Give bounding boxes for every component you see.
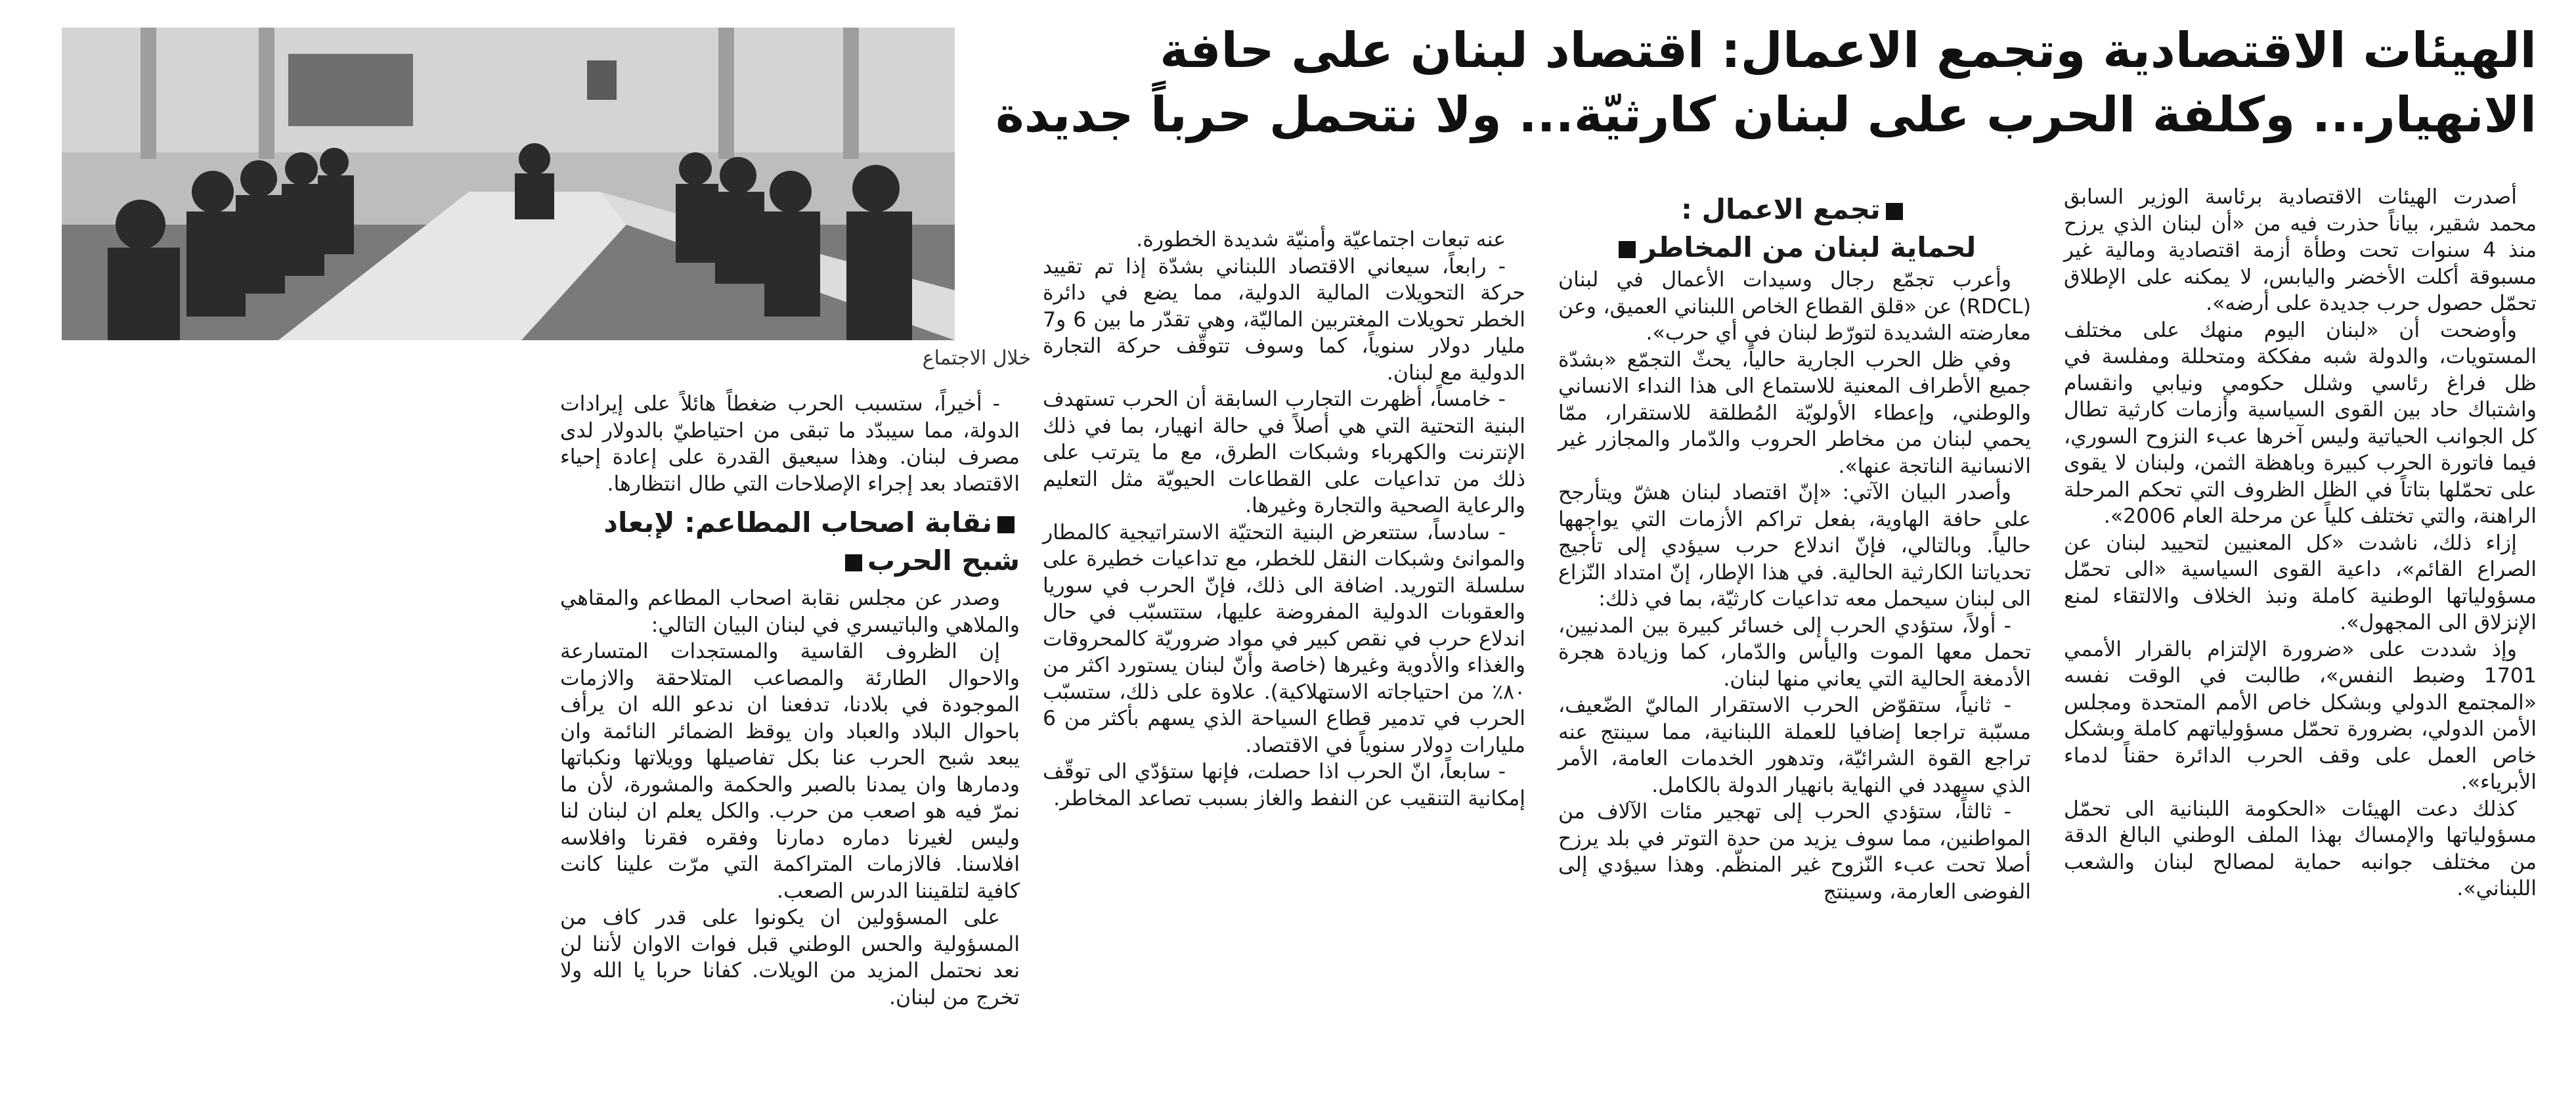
section-heading [560, 504, 1020, 580]
column-1 [2064, 184, 2537, 902]
col1-paragraph: إزاء ذلك، ناشدت «كل المعنيين لتحييد لبنان عن الصراع القائم»، داعية القوى السياسية «الى تحمّل مسؤولياتها الوطنية كاملة ونبذ الخلاف والالتقاء لمنع الإنزلاق الى المجهول». [2064, 531, 2537, 634]
col3-paragraph: عنه تبعات اجتماعيّة وأمنيّة شديدة الخطورة. [1136, 228, 1506, 252]
article-headline [948, 18, 2537, 147]
headline-line-2: الانهيار... وكلفة الحرب على لبنان كارثيّة... ولا نتحمل حرباً جديدة [995, 87, 2537, 143]
col2-paragraph: وأصدر البيان الآتي: «إنّ اقتصاد لبنان هشّ ويتأرجح على حافة الهاوية، بفعل تراكم الأزمات التي يواجهها حالياً. وبالتالي، فإنّ اندلاع حرب سيؤدي إلى تأجيج تحدياتنا الكارثية الحالية. في هذا الإطار، إنّ امتداد النّزاع الى لبنان سيحمل معه تداعيات كارثيّة، بما في ذلك: [1558, 481, 2031, 611]
col1-paragraph: أصدرت الهيئات الاقتصادية برئاسة الوزير السابق محمد شقير، بياناً حذرت فيه من «أن لبنان الذي يرزح منذ 4 سنوات تحت وطأة أزمة اقتصادية ومالية غير مسبوقة أكلت الأخضر واليابس، لا يمكنه على الإطلاق تحمّل حصول حرب جديدة على أرضه». [2064, 185, 2537, 315]
col3-paragraph: - سادساً، ستتعرض البنية التحتيّة الاستراتيجية كالمطار والموانئ وشبكات النقل للخطر، مع تداعيات خطيرة على سلسلة التوريد. اضافة الى ذلك، فإنّ الحرب في سوريا والعقوبات الدولية المفروضة عليها، ستتسبّب في حال اندلاع حرب في نقص كبير في مواد ضروريّة كالمحروقات والغذاء والأدوية وغيرها (خاصة وأنّ لبنان يستورد اكثر من ٨٠٪ من احتياجاته الاستهلاكية). علاوة على ذلك، ستسبّب الحرب في تدمير قطاع السياحة الذي يسهم بأكثر من 6 مليارات دولار سنوياً في الاقتصاد. [1043, 520, 1525, 757]
col3-paragraph: - سابعاً، انّ الحرب اذا حصلت، فإنها ستؤدّي الى توقّف إمكانية التنقيب عن النفط والغاز بسبب تصاعد المخاطر. [1043, 760, 1525, 810]
square-bullet-icon [1619, 241, 1636, 258]
col3-paragraph: - خامساً، أظهرت التجارب السابقة أن الحرب تستهدف البنية التحتية التي هي أصلاً في حالة انهيار، بما في ذلك الإنترنت والكهرباء وشبكات الطرق، مع ما يترتب على ذلك من تداعيات على القطاعات الحيويّة مثل التعليم والرعاية الصحية والتجارة وغيرها. [1043, 387, 1525, 518]
col2-paragraph: - ثالثاً، ستؤدي الحرب إلى تهجير مئات الآلاف من المواطنين، مما سوف يزيد من حدة التوتر في بلد يرزح أصلا تحت عبء النّزوح غير المنظّم. وهذا سيؤدي إلى الفوضى العارمة، وسينتج [1558, 800, 2031, 904]
square-bullet-icon [997, 516, 1015, 533]
col2-paragraph: - ثانياً، ستقوّض الحرب الاستقرار الماليّ الضّعيف، مسبّبة تراجعا إضافيا للعملة اللبنانية، مما سينتج عنه تراجع القوة الشرائيّة، وتدهور الخدمات العامة، الأمر الذي سيهدد في النهاية بانهيار الدولة بالكامل. [1558, 694, 2031, 797]
column-3 [1043, 227, 1525, 812]
col4-paragraph: على المسؤولين ان يكونوا على قدر كاف من المسؤولية والحس الوطني قبل فوات الاوان لأننا لن نعد نحتمل المزيد من الويلات. كفانا حربا يا الله ولا تخرج من لبنان. [560, 906, 1020, 1009]
col1-paragraph: وإذ شددت على «ضرورة الإلتزام بالقرار الأممي 1701 وضبط النفس»، طالبت في الوقت نفسه «المجتمع الدولي وبشكل خاص الأمم المتحدة ومجلس الأمن الدولي، بضرورة تحمّل مسؤولياتهم كاملة وبشكل خاص العمل على وقف الحرب الدائرة حقناً لدماء الأبرياء». [2064, 637, 2537, 794]
heading-text: نقابة اصحاب المطاعم: لإبعاد شبح الحرب [603, 506, 1020, 577]
meeting-photo [62, 28, 955, 340]
col2-paragraph: وأعرب تجمّع رجال وسيدات الأعمال في لبنان (RDCL) عن «قلق القطاع الخاص اللبناني العميق، وعن معارضته الشديدة لتورّط لبنان في أي حرب». [1558, 268, 2031, 345]
section-heading-line1 [1558, 190, 2031, 229]
square-bullet-icon [845, 554, 862, 571]
square-bullet-icon [1886, 203, 1903, 220]
col1-paragraph: كذلك دعت الهيئات «الحكومة اللبنانية الى تحمّل مسؤولياتها والإمساك بهذا الملف الوطني البالغ الدقة من مختلف جوانبه حماية لمصالح لبنان والشعب اللبناني». [2064, 797, 2537, 900]
col4-paragraph: وصدر عن مجلس نقابة اصحاب المطاعم والمقاهي والملاهي والباتيسري في لبنان البيان التالي: [560, 586, 1020, 637]
col3-paragraph: - رابعاً، سيعاني الاقتصاد اللبناني بشدّة إذا تم تقييد حركة التحويلات المالية الدولية، مما يضع في دائرة الخطر تحويلات المغتربين الماليّة، وهي تقدّر ما بين 6 و7 مليار دولار سنوياً، كما وسوف تتوقّف حركة التجارة الدولية مع لبنان. [1043, 254, 1525, 385]
heading-text: تجمع الاعمال : [1681, 193, 1881, 225]
section-heading-line2 [1558, 229, 2031, 267]
photo-caption: خلال الاجتماع [922, 347, 1031, 370]
col2-paragraph: وفي ظل الحرب الجارية حالياً، يحثّ التجمّع «بشدّة جميع الأطراف المعنية للاستماع الى هذا النداء الانساني والوطني، وإعطاء الأولويّة المُطلقة للاستقرار، ممّا يحمي لبنان من مخاطر الحروب والدّمار والمجازر غير الانسانية الناتجة عنها». [1558, 347, 2031, 478]
column-4 [560, 391, 1020, 1011]
col4-paragraph: إن الظروف القاسية والمستجدات المتسارعة والاحوال الطارئة والمصاعب المتلاحقة والازمات الموجودة في بلادنا، تدفعنا ان ندعو الله ان يرأف باحوال البلاد والعباد وان يوقظ الضمائر النائمة وان يبعد شبح الحرب عنا بكل تفاصيلها وويلاتها ونكباتها ودمارها وان يمدنا بالصبر والحكمة والمشورة، لأن ما نمرّ فيه هو اصعب من حرب. والكل يعلم ان لبنان لنا وليس لغيرنا دماره دمارنا وفقره فقرنا وافلاسه افلاسنا. فالازمات المتراكمة التي مرّت علينا كانت كافية لتلقيننا الدرس الصعب. [560, 640, 1020, 903]
headline-line-1: الهيئات الاقتصادية وتجمع الاعمال: اقتصاد لبنان على حافة [1160, 22, 2537, 79]
heading-text: لحماية لبنان من المخاطر [1640, 231, 1976, 263]
col2-paragraph: - أولاً، ستؤدي الحرب إلى خسائر كبيرة بين المدنيين، تحمل معها الموت واليأس والدّمار، كما وزيادة هجرة الأدمغة الحالية التي يعاني منها لبنان. [1558, 613, 2031, 691]
col1-paragraph: وأوضحت أن «لبنان اليوم منهك على مختلف المستويات، والدولة شبه مفككة ومتحللة ومفلسة في ظل فراغ رئاسي وشلل حكومي ونيابي وانقسام واشتباك حاد بين القوى السياسية وأزمات كارثية تطال كل الجوانب الحياتية وليس آخرها عبء النزوح السوري، فيما فاتورة الحرب كبيرة وباهظة الثمن، ولبنان لا يقوى على تحمّلها بتاتاً في الظل الظروف التي تحكم المرحلة الراهنة، والتي تختلف كلياً عن مرحلة العام 2006». [2064, 318, 2537, 528]
col4-intro: - أخيراً، ستسبب الحرب ضغطاً هائلاً على إيرادات الدولة، مما سيبدّد ما تبقى من احتياطيّ بالدولار لدى مصرف لبنان. وهذا سيعيق القدرة على إعادة إحياء الاقتصاد بعد إجراء الإصلاحات التي طال انتظارها. [560, 392, 1020, 496]
column-2 [1558, 190, 2031, 905]
